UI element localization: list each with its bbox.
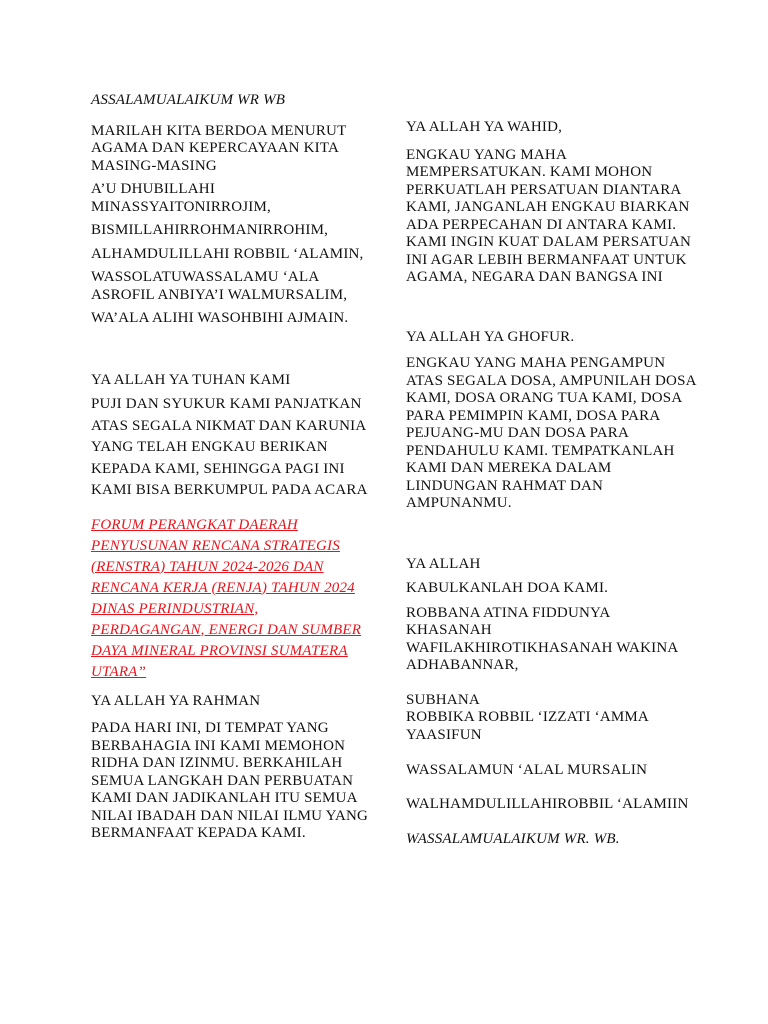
robbika-paragraph: ROBBIKA ROBBIL ‘IZZATI ‘AMMA YAASIFUN — [406, 709, 649, 743]
intro-paragraph: MARILAH KITA BERDOA MENURUT AGAMA DAN KEPERCAYAAN KITA MASING-MASING — [91, 122, 347, 174]
robbana-paragraph: ROBBANA ATINA FIDDUNYA KHASANAH WAFILAKHIROTIKHASANAH WAKINA ADHABANNAR, — [406, 604, 678, 673]
ghofur-paragraph: ENGKAU YANG MAHA PENGAMPUN ATAS SEGALA DOSA, AMPUNILAH DOSA KAMI, DOSA ORANG TUA KAMI, DOSA PARA PEMIMPIN KAMI, DOSA PARA PEJUANG-MU DAN DOSA PARA PENDAHULU KAMI. TEMPATKANLAH KAMI DAN MEREKA DALAM LINDUNGAN RAHMAT DAN AMPUNANMU. — [406, 355, 696, 511]
walhamdu-paragraph: WALHAMDULILLAHIROBBIL ‘ALAMIIN — [406, 795, 689, 812]
left-column — [91, 92, 371, 843]
hamdalah-paragraph: ALHAMDULILLAHI ROBBIL ‘ALAMIN, — [91, 245, 364, 262]
subhana-line: SUBHANA — [406, 691, 480, 708]
right-column — [406, 92, 696, 849]
heading-ya-ghofur: YA ALLAH YA GHOFUR. — [406, 328, 575, 345]
event-title-paragraph: FORUM PERANGKAT DAERAH PENYUSUNAN RENCANA STRATEGIS (RENSTRA) TAHUN 2024-2026 DAN RENCANA KERJA (RENJA) TAHUN 2024 DINAS PERINDUSTRIAN, PERDAGANGAN, ENERGI DAN SUMBER DAYA MINERAL PROVINSI SUMATERA UTARA” — [91, 516, 362, 680]
wahid-paragraph: ENGKAU YANG MAHA MEMPERSATUKAN. KAMI MOHON PERKUATLAH PERSATUAN DIANTARA KAMI, JANGANLAH ENGKAU BIARKAN ADA PERPECAHAN DI ANTARA KAMI. KAMI INGIN KUAT DALAM PERSATUAN INI AGAR LEBIH BERMANFAAT UNTUK AGAMA, NEGARA DAN BANGSA INI — [406, 146, 692, 285]
opening-greeting: ASSALAMUALAIKUM WR WB — [91, 92, 286, 108]
taawudz-paragraph: A’U DHUBILLAHI MINASSYAITONIRROJIM, — [91, 181, 271, 215]
sholawat-paragraph: WASSOLATUWASSALAMU ‘ALA ASROFIL ANBIYA’I WALMURSALIM, — [91, 269, 348, 303]
heading-ya-rahman: YA ALLAH YA RAHMAN — [91, 692, 261, 709]
salamun-paragraph: WASSALAMUN ‘ALAL MURSALIN — [406, 762, 648, 778]
puji-syukur-paragraph: PUJI DAN SYUKUR KAMI PANJATKAN ATAS SEGALA NIKMAT DAN KARUNIA YANG TELAH ENGKAU BERIKAN KEPADA KAMI, SEHINGGA PAGI INI KAMI BISA BERKUMPUL PADA ACARA — [91, 396, 368, 498]
waala-paragraph: WA’ALA ALIHI WASOHBIHI AJMAIN. — [91, 310, 349, 326]
kabulkan-paragraph: KABULKANLAH DOA KAMI. — [406, 580, 609, 596]
heading-tuhan-kami: YA ALLAH YA TUHAN KAMI — [91, 371, 291, 388]
basmalah-paragraph: BISMILLAHIRROHMANIRROHIM, — [91, 222, 329, 238]
rahman-paragraph: PADA HARI INI, DI TEMPAT YANG BERBAHAGIA INI KAMI MEMOHON RIDHA DAN IZINMU. BERKAHILAH SEMUA LANGKAH DAN PERBUATAN KAMI DAN JADIKANLAH ITU SEMUA NILAI IBADAH DAN NILAI ILMU YANG BERMANFAAT KEPADA KAMI. — [91, 720, 369, 841]
heading-ya-wahid: YA ALLAH YA WAHID, — [406, 119, 563, 135]
heading-ya-allah: YA ALLAH — [406, 555, 481, 572]
closing-greeting: WASSALAMUALAIKUM WR. WB. — [406, 831, 620, 847]
